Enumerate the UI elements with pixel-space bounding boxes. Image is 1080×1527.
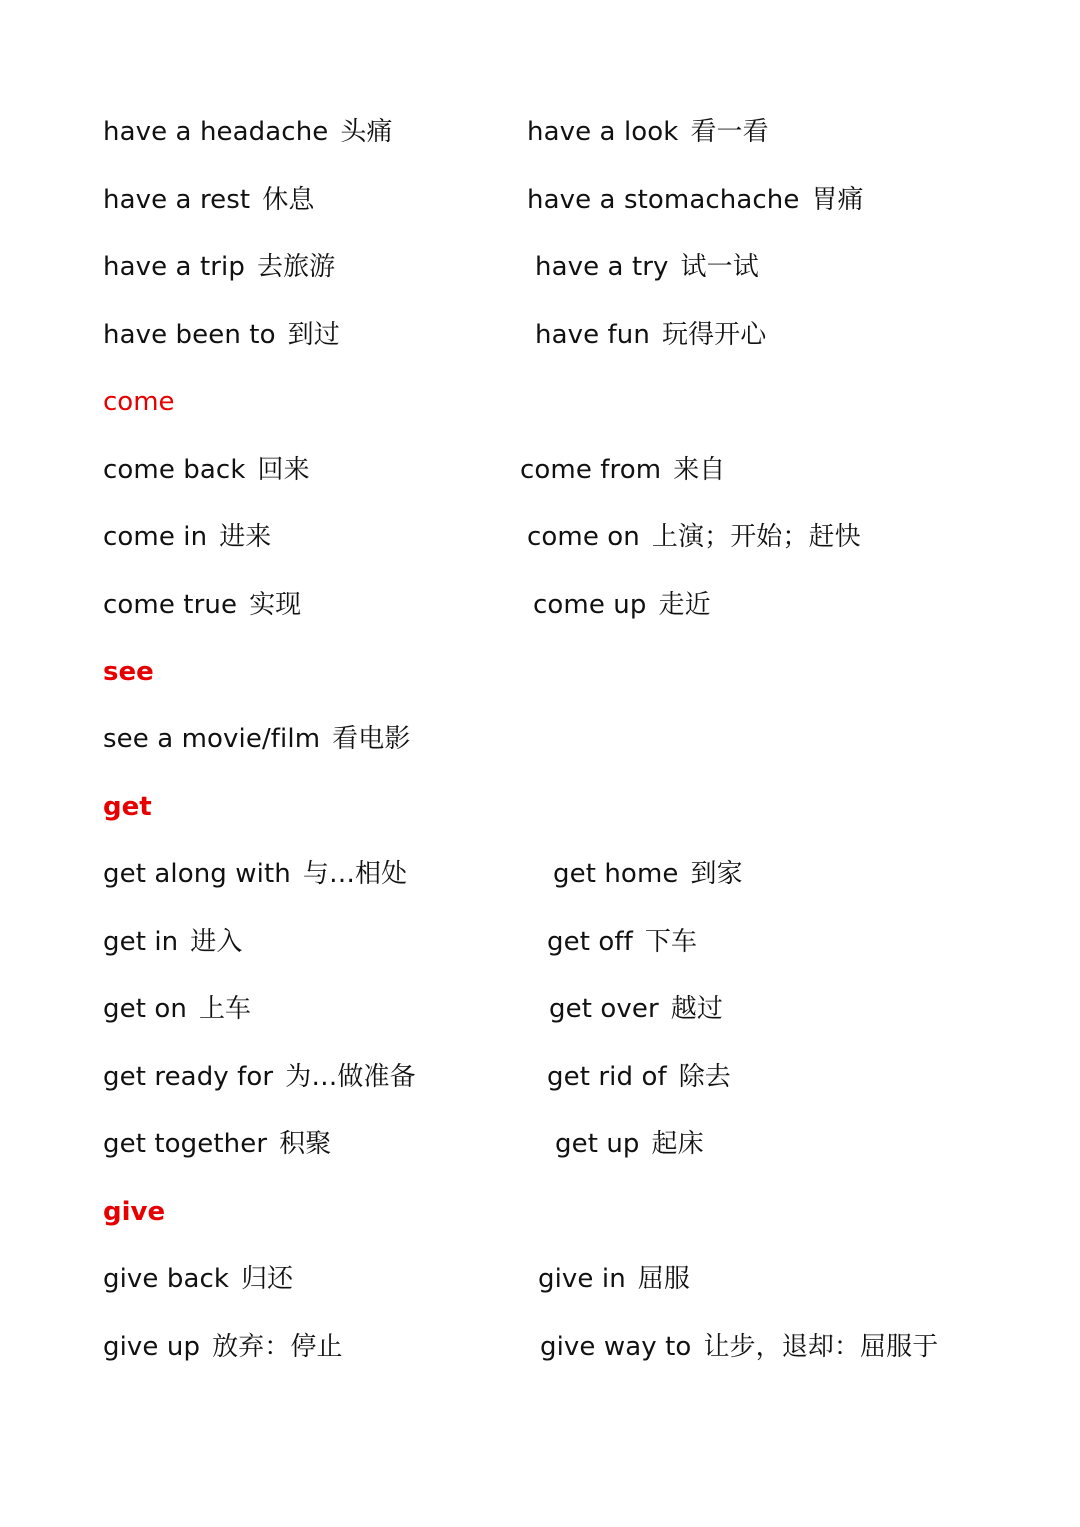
phrase-item <box>103 1264 293 1294</box>
phrase-english: get along with <box>103 859 291 889</box>
phrase-chinese: 胃痛 <box>811 185 864 215</box>
phrase-chinese: 走近 <box>658 590 711 620</box>
phrase-item <box>547 1062 731 1092</box>
phrase-english: have a stomachache <box>527 185 800 215</box>
phrase-item <box>103 185 314 215</box>
phrase-item <box>538 1264 690 1294</box>
phrase-chinese: 放弃：停止 <box>212 1332 343 1362</box>
phrase-chinese: 归还 <box>241 1264 294 1294</box>
section-heading-give: give <box>103 1197 166 1227</box>
phrase-english: come up <box>533 590 647 620</box>
phrase-item <box>549 994 723 1024</box>
phrase-chinese: 试一试 <box>680 252 759 282</box>
phrase-english: come on <box>527 522 640 552</box>
phrase-chinese: 与…相处 <box>302 859 408 889</box>
phrase-chinese: 除去 <box>678 1062 731 1092</box>
phrase-chinese: 看一看 <box>690 117 769 147</box>
phrase-item <box>103 590 301 620</box>
phrase-english: have a try <box>535 252 669 282</box>
phrase-chinese: 上演；开始；赶快 <box>651 522 861 552</box>
phrase-chinese: 到过 <box>287 320 340 350</box>
phrase-chinese: 实现 <box>249 590 302 620</box>
phrase-english: give way to <box>540 1332 692 1362</box>
phrase-item <box>103 927 242 957</box>
phrase-chinese: 进入 <box>190 927 243 957</box>
phrase-chinese: 越过 <box>670 994 723 1024</box>
phrase-chinese: 头痛 <box>340 117 393 147</box>
phrase-item <box>520 455 725 485</box>
phrase-item <box>527 185 864 215</box>
phrase-item <box>103 1332 343 1362</box>
phrase-chinese: 玩得开心 <box>661 320 767 350</box>
phrase-item <box>103 117 393 147</box>
section-heading-get: get <box>103 792 152 822</box>
phrase-english: have a look <box>527 117 679 147</box>
phrase-item <box>527 117 769 147</box>
phrase-chinese: 上车 <box>198 994 252 1024</box>
phrase-item <box>535 320 766 350</box>
phrase-chinese: 休息 <box>262 185 315 215</box>
phrase-item <box>540 1332 938 1362</box>
phrase-chinese: 让步，退却：屈服于 <box>703 1332 939 1362</box>
phrase-english: have a trip <box>103 252 245 282</box>
phrase-item <box>103 522 271 552</box>
phrase-english: come back <box>103 455 246 485</box>
phrase-item <box>103 994 251 1024</box>
section-heading-come: come <box>103 387 175 417</box>
phrase-chinese: 到家 <box>690 859 743 889</box>
phrase-english: come from <box>520 455 662 485</box>
phrase-item <box>535 252 759 282</box>
phrase-english: give up <box>103 1332 201 1362</box>
phrase-english: come true <box>103 590 238 620</box>
phrase-chinese: 看电影 <box>332 724 411 754</box>
phrase-item <box>547 927 697 957</box>
phrase-item <box>553 859 743 889</box>
phrase-item <box>533 590 711 620</box>
phrase-chinese: 屈服 <box>637 1264 690 1294</box>
phrase-item <box>555 1129 704 1159</box>
section-heading-see: see <box>103 657 154 687</box>
phrase-english: come in <box>103 522 208 552</box>
phrase-english: get in <box>103 927 179 957</box>
phrase-english: have a rest <box>103 185 251 215</box>
phrase-item <box>103 320 340 350</box>
phrase-english: have fun <box>535 320 650 350</box>
phrase-english: give in <box>538 1264 626 1294</box>
phrase-chinese: 积聚 <box>279 1129 332 1159</box>
phrase-english: get ready for <box>103 1062 274 1092</box>
phrase-item <box>103 724 410 754</box>
phrase-chinese: 进来 <box>219 522 272 552</box>
phrase-english: give back <box>103 1264 230 1294</box>
phrase-english: get up <box>555 1129 640 1159</box>
phrase-item <box>103 455 310 485</box>
phrase-item <box>103 859 407 889</box>
phrase-item <box>527 522 861 552</box>
phrase-chinese: 起床 <box>651 1129 704 1159</box>
phrase-english: get rid of <box>547 1062 667 1092</box>
phrase-chinese: 为…做准备 <box>285 1062 416 1092</box>
phrase-item <box>103 1062 416 1092</box>
phrase-item <box>103 252 335 282</box>
phrase-english: get on <box>103 994 187 1024</box>
phrase-english: see a movie/film <box>103 724 321 754</box>
phrase-english: have a headache <box>103 117 329 147</box>
phrase-chinese: 下车 <box>644 927 698 957</box>
phrase-item <box>103 1129 331 1159</box>
phrase-chinese: 来自 <box>673 455 726 485</box>
phrase-chinese: 去旅游 <box>256 252 336 282</box>
phrase-chinese: 回来 <box>257 455 310 485</box>
phrase-english: get together <box>103 1129 268 1159</box>
phrase-english: get off <box>547 927 633 957</box>
phrase-english: get over <box>549 994 659 1024</box>
phrase-english: have been to <box>103 320 276 350</box>
phrase-english: get home <box>553 859 679 889</box>
